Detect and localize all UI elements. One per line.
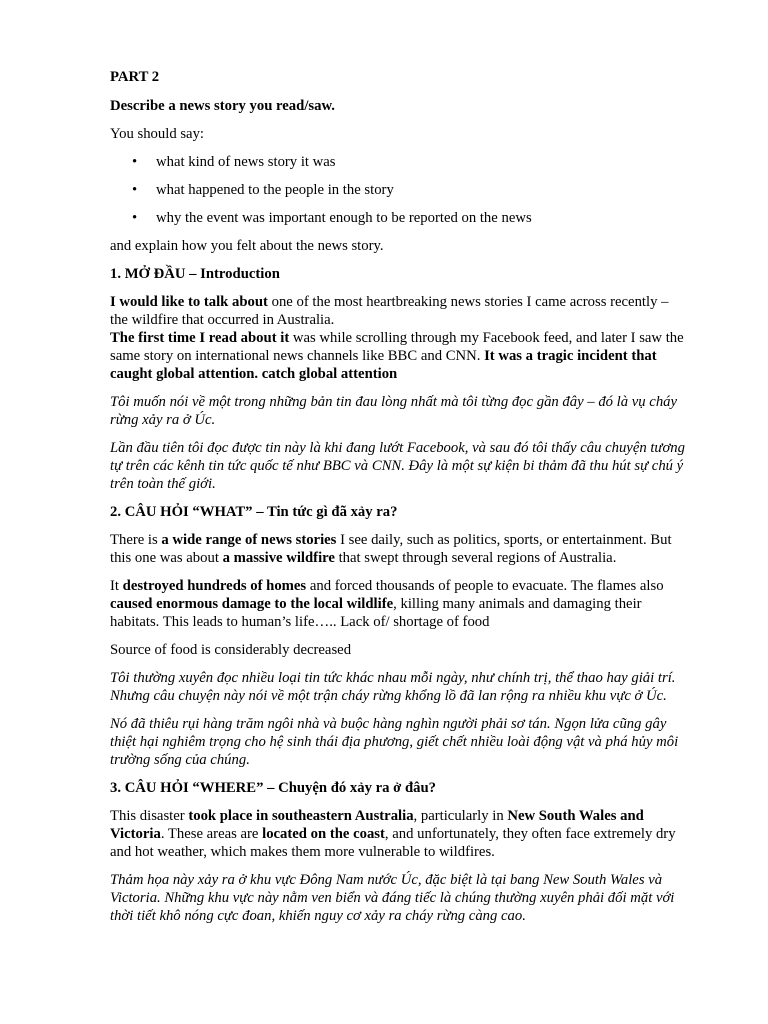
phrase-bold: The first time I read about it — [110, 330, 290, 346]
phrase-bold: It was a tragic incident that caught global attention. catch global attention — [110, 348, 657, 382]
phrase-bold: New South Wales and Victoria — [110, 808, 644, 842]
section-2-english-paragraph-1 — [110, 531, 688, 567]
section-1-heading: 1. MỞ ĐẦU – Introduction — [110, 266, 280, 282]
section-1-english-paragraph — [110, 293, 688, 383]
bullet-icon: • — [132, 210, 138, 226]
section-1-vietnamese-1: Tôi muốn nói về một trong những bản tin đau lòng nhất mà tôi từng đọc gần đây – đó là vụ cháy rừng xảy ra ở Úc. — [110, 394, 678, 428]
bullet-icon: • — [132, 182, 138, 198]
section-3-vietnamese-1: Thảm họa này xảy ra ở khu vực Đông Nam nước Úc, đặc biệt là tại bang New South Wales và Victoria. Những khu vực này nằm ven biển và đáng tiếc là chúng thường xuyên phải đối mặt với thời tiết khô nóng cực đoan, khiến nguy cơ xảy ra cháy rừng càng cao. — [110, 872, 675, 924]
section-3-heading: 3. CÂU HỎI “WHERE” – Chuyện đó xảy ra ở đâu? — [110, 780, 437, 796]
text-run: , killing many animals and damaging their habitats. This leads to human’s life….. Lack of/ shortage of food — [110, 596, 642, 630]
phrase-bold: I would like to talk about — [110, 294, 268, 310]
phrase-bold: caused enormous damage to the local wildlife — [110, 596, 394, 612]
part-title: PART 2 — [110, 69, 160, 85]
explain-text: and explain how you felt about the news story. — [110, 238, 384, 254]
section-1-vietnamese-2: Lần đầu tiên tôi đọc được tin này là khi đang lướt Facebook, và sau đó tôi thấy câu chuyện tương tự trên các kênh tin tức quốc tế như BBC và CNN. Đây là một sự kiện bi thảm đã thu hút sự chú ý trên toàn thế giới. — [110, 440, 685, 492]
section-3-english-paragraph — [110, 807, 688, 861]
text-run: , particularly in — [413, 808, 508, 824]
section-2-vietnamese-2: Nó đã thiêu rụi hàng trăm ngôi nhà và buộc hàng nghìn người phải sơ tán. Ngọn lửa cũng gây thiệt hại nghiêm trọng cho hệ sinh thái địa phương, giết chết nhiều loài động vật và phá hủy môi trường sống của chúng. — [110, 716, 679, 768]
prompt-bullet-list — [110, 153, 688, 227]
list-item — [110, 209, 688, 227]
text-run: that swept through several regions of Australia. — [334, 550, 617, 566]
phrase-bold: a massive wildfire — [222, 550, 335, 566]
text-run: There is — [110, 532, 162, 548]
section-2-english-paragraph-2 — [110, 577, 688, 631]
question-title: Describe a news story you read/saw. — [110, 98, 335, 114]
text-run: I see daily, such as politics, sports, or entertainment. But this one was about — [110, 532, 672, 566]
text-run: This disaster — [110, 808, 189, 824]
text-run: . These areas are — [160, 826, 263, 842]
list-item-text: what kind of news story it was — [156, 154, 336, 170]
text-run: , and unfortunately, they often face extremely dry and hot weather, which makes them more vulnerable to wildfires. — [110, 826, 676, 860]
section-2-vietnamese-1: Tôi thường xuyên đọc nhiều loại tin tức khác nhau mỗi ngày, như chính trị, thể thao hay giải trí. Nhưng câu chuyện này nói về một trận cháy rừng khổng lồ đã lan rộng ra nhiều khu vực ở Úc. — [110, 670, 676, 704]
list-item-text: what happened to the people in the story — [156, 182, 394, 198]
text-run: was while scrolling through my Facebook feed, and later I saw the same story on international news channels like BBC and CNN. — [110, 330, 684, 364]
bullet-icon: • — [132, 154, 138, 170]
text-run: one of the most heartbreaking news stories I came across recently – the wildfire that occurred in Australia. — [110, 294, 669, 328]
list-item — [110, 153, 688, 171]
section-2-note: Source of food is considerably decreased — [110, 642, 352, 658]
section-2-heading: 2. CÂU HỎI “WHAT” – Tin tức gì đã xảy ra? — [110, 504, 398, 520]
phrase-bold: located on the coast — [262, 826, 385, 842]
text-run: and forced thousands of people to evacuate. The flames also — [306, 578, 664, 594]
phrase-bold: a wide range of news stories — [161, 532, 337, 548]
text-run: It — [110, 578, 123, 594]
should-say-text: You should say: — [110, 126, 204, 142]
list-item-text: why the event was important enough to be reported on the news — [156, 210, 532, 226]
phrase-bold: destroyed hundreds of homes — [122, 578, 307, 594]
list-item — [110, 181, 688, 199]
phrase-bold: took place in southeastern Australia — [188, 808, 414, 824]
